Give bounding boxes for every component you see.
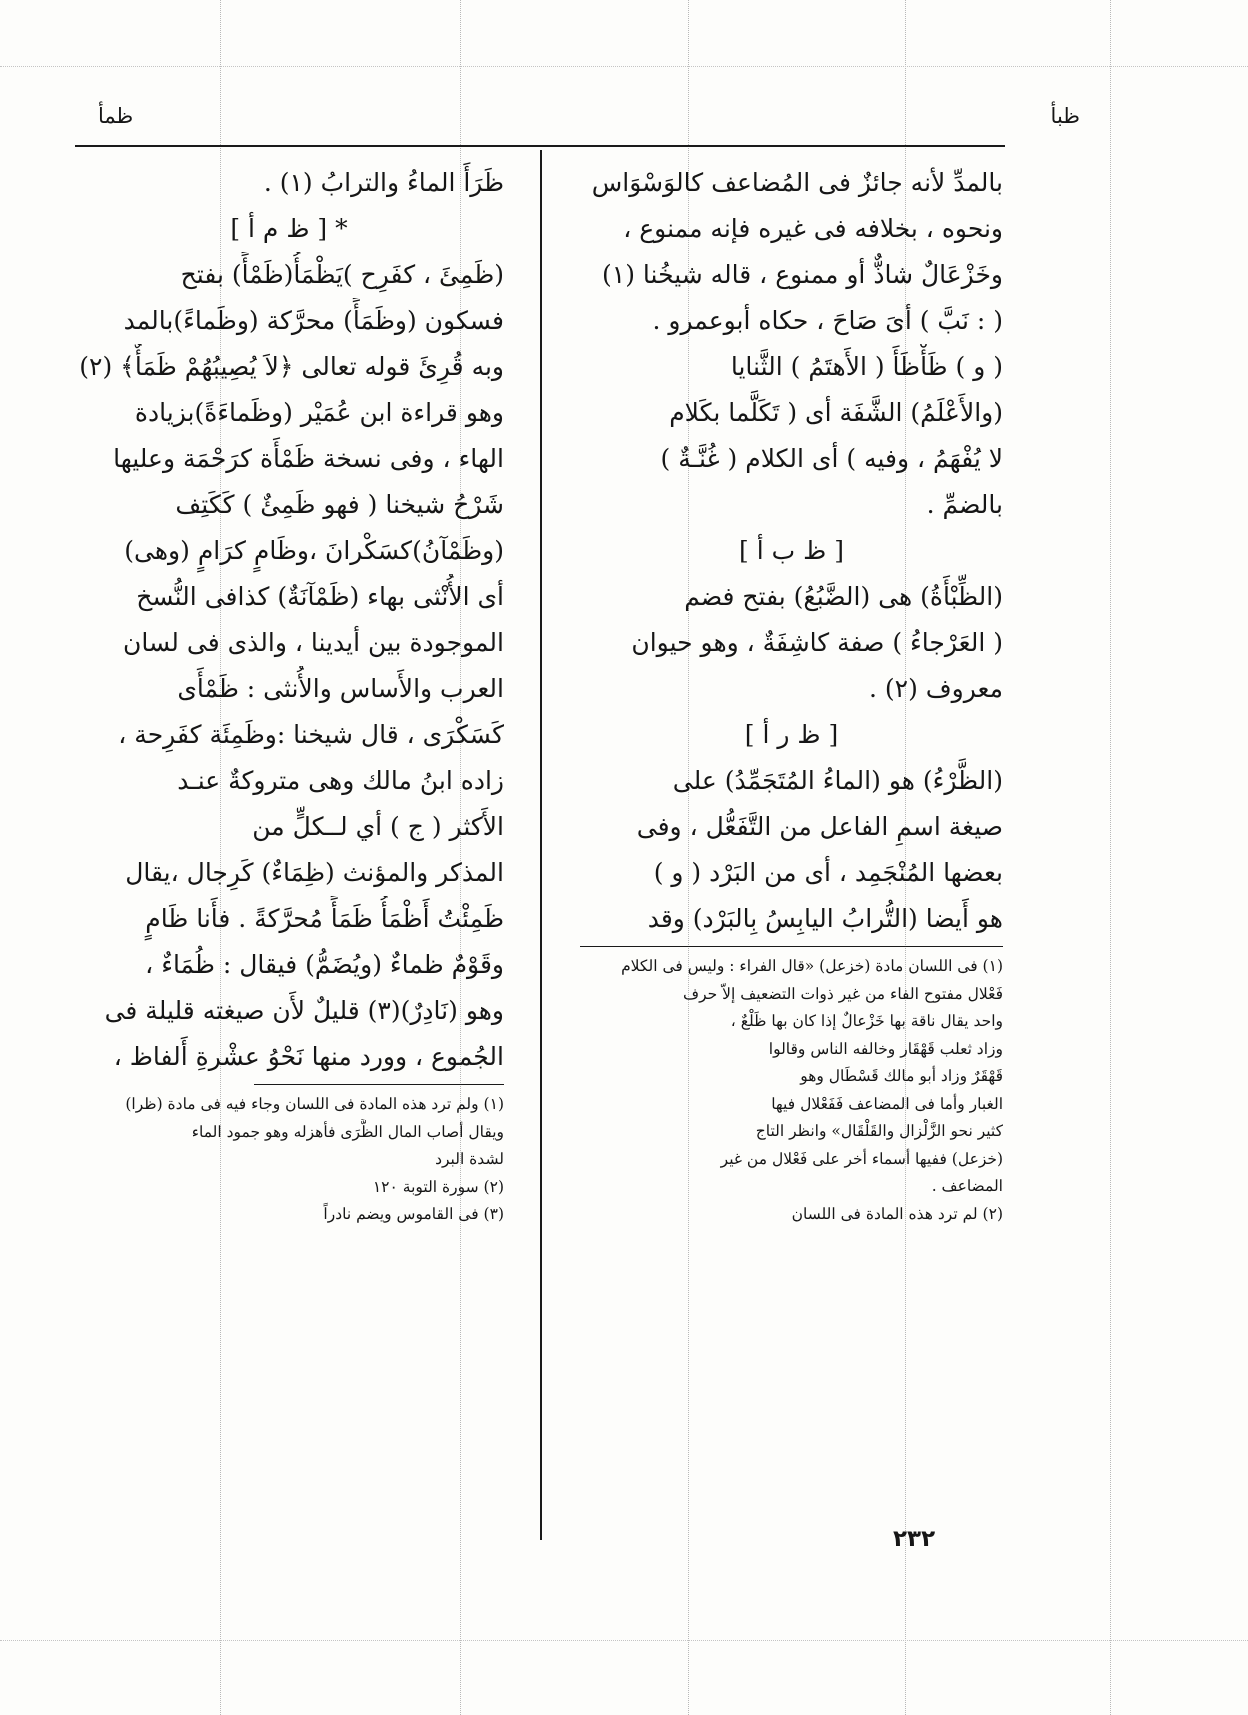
- footnote-line: ويقال أصاب المال الظَّرَى فأهزله وهو جمود الماء: [191, 1122, 504, 1141]
- text-line: ( و ) ظَأْظَأَ ( الأَهتَمُ ) الثَّنايا: [730, 352, 1003, 381]
- footnote-line: لشدة البرد: [435, 1150, 504, 1168]
- text-line: ( : نَبَّ ) أىَ صَاحَ ، حكاه أبوعمرو .: [652, 306, 1003, 335]
- text-line: (والأَعْلَمُ) الشَّفَة أى ( تَكَلَّما بكَلام: [669, 398, 1003, 427]
- text-line: شَرْحُ شيخنا ( فهو ظَمِئٌ ) كَكَتِف: [175, 490, 504, 519]
- text-line: الجُموع ، وورد منها نَحْوُ عشْرةِ أَلفاظ ،: [113, 1042, 504, 1071]
- text-line: (وظَمْآنُ)كسَكْرانَ ،وظَامٍ كرَامٍ (وهى): [124, 536, 504, 565]
- text-line: ونحوه ، بخلافه فى غيره فإنه ممنوع ،: [623, 214, 1003, 243]
- left-column: [74, 160, 504, 1229]
- text-line: بالضمِّ .: [926, 490, 1003, 519]
- footnote-line: وزاد ثعلب قَهْقَار وخالفه الناس وقالوا: [768, 1039, 1003, 1058]
- text-line: ظَرَأَ الماءُ والترابُ (١) .: [263, 168, 504, 197]
- scan-gridline: [1110, 0, 1111, 1715]
- text-line: ( العَرْجاءُ ) صفة كاشِفَةٌ ، وهو حيوان: [631, 628, 1003, 657]
- header-rule: [75, 145, 1005, 147]
- right-column-body: [580, 160, 1003, 942]
- footnote-line: الغبار وأما فى المضاعف فَفَعْلال فيها: [771, 1094, 1003, 1113]
- page-number: ٢٣٢: [893, 1526, 936, 1552]
- scan-gridline: [0, 66, 1248, 67]
- footnote-rule: [254, 1084, 504, 1085]
- footnote-line: كثير نحو الزَّلْزال والقَلْقَال» وانظر التاج: [755, 1122, 1003, 1140]
- right-column: [580, 160, 1003, 1228]
- text-line: لا يُفْهَمُ ، وفيه ) أى الكلام ( غُنَّـةٌ ): [660, 444, 1003, 473]
- text-line: وخَزْعَالٌ شاذٌّ أو ممنوع ، قاله شيخُنا (١): [602, 260, 1003, 289]
- footnote-line: المضاعف .: [931, 1177, 1003, 1195]
- text-line: الموجودة بين أيدينا ، والذى فى لسان: [123, 628, 504, 657]
- text-line: وهو (نَادِرٌ)(٣) قليلٌ لأَن صيغته قليلة فى: [104, 996, 504, 1025]
- footnote-line: فَعْلال مفتوح الفاء من غير ذوات التضعيف إلاّ حرف: [683, 984, 1003, 1003]
- footnote-line: واحد يقال ناقة بها خَزْعالٌ إذا كان بها ظَلْعٌ ،: [730, 1012, 1003, 1030]
- text-line: وقَوْمٌ ظماءٌ (ويُضَمُّ) فيقال : ظُمَاءٌ ،: [145, 950, 504, 979]
- right-footnotes: [580, 953, 1003, 1228]
- footnote-line: (خزعل) ففيها أسماء أخر على فَعْلال من غير: [720, 1149, 1003, 1168]
- footnote-line: (٢) لم ترد هذه المادة فى اللسان: [791, 1204, 1003, 1223]
- text-line: (الظِّبْأَةُ) هى (الضَّبُعُ) بفتح فضم: [684, 582, 1003, 611]
- text-line: بعضها المُنْجَمِد ، أى من البَرْد ( و ): [653, 858, 1003, 887]
- entry-heading: * [ ظ م أ ]: [230, 214, 348, 243]
- footnote-line: قَهْقَرٌ وزاد أبو مالك قَسْطَال وهو: [800, 1067, 1003, 1085]
- running-header-left: ظمأ: [98, 104, 134, 128]
- text-line: المذكر والمؤنث (ظِمَاءٌ) كَرِجال ،يقال: [125, 858, 504, 887]
- footnote-rule: [580, 946, 1003, 947]
- text-line: العرب والأَساس والأُنثى : ظَمْأَى: [177, 674, 504, 703]
- text-line: هو أَيضا (التُّرابُ اليابِسُ بِالبَرْد) وقد: [647, 904, 1003, 933]
- text-line: (الظَّرْءُ) هو (الماءُ المُتَجَمِّدُ) على: [672, 766, 1003, 795]
- footnote-line: (٣) فى القاموس ويضم نادراً: [323, 1205, 504, 1223]
- running-header-right: ظبأ: [1050, 104, 1080, 128]
- text-line: (ظَمِئَ ، كفَرِح )يَظْمَأُ(ظَمْأً) بفتح: [180, 260, 504, 289]
- text-line: صيغة اسمِ الفاعل من التَّفَعُّل ، وفى: [636, 812, 1003, 841]
- text-line: ظَمِئْتُ أَظْمَأُ ظَمَأً مُحرَّكةً . فأَنا ظَامٍ: [145, 904, 504, 933]
- left-column-body: [74, 160, 504, 1080]
- text-line: الهاء ، وفى نسخة ظَمْأَة كرَحْمَة وعليها: [113, 444, 504, 473]
- column-divider: [540, 150, 542, 1540]
- text-line: فسكون (وظَمَأً) محرَّكة (وظَماءً)بالمد: [123, 306, 504, 335]
- text-line: الأَكثر ( ج ) أي لــكلٍّ من: [252, 812, 504, 841]
- text-line: بالمدِّ لأنه جائزٌ فى المُضاعف كالوَسْوَاس: [591, 168, 1003, 197]
- entry-heading: [ ظ ر أ ]: [744, 720, 839, 749]
- footnote-line: (٢) سورة التوبة ١٢٠: [372, 1177, 504, 1196]
- text-line: زاده ابنُ مالك وهى متروكةٌ عنـد: [177, 766, 504, 795]
- entry-heading: [ ظ ب أ ]: [739, 536, 844, 565]
- scan-gridline: [0, 1640, 1248, 1641]
- text-line: كَسَكْرَى ، قال شيخنا :وظَمِئَة كفَرِحة ،: [118, 720, 504, 749]
- text-line: أى الأُنْثى بهاء (ظَمْآنَةٌ) كذافى النُّسخ: [136, 582, 504, 611]
- text-line: معروف (٢) .: [868, 674, 1003, 703]
- footnote-line: (١) فى اللسان مادة (خزعل) «قال الفراء : وليس فى الكلام: [621, 957, 1003, 975]
- text-line: وبه قُرِئَ قوله تعالى ﴿لاَ يُصِيبُهُمْ ظَمَأٌ﴾ (٢): [79, 352, 504, 381]
- left-footnotes: [74, 1091, 504, 1229]
- text-line: وهو قراءة ابن عُمَيْر (وظَماءَةً)بزيادة: [134, 398, 504, 427]
- footnote-line: (١) ولم ترد هذه المادة فى اللسان وجاء فيه فى مادة (ظرا): [125, 1095, 504, 1113]
